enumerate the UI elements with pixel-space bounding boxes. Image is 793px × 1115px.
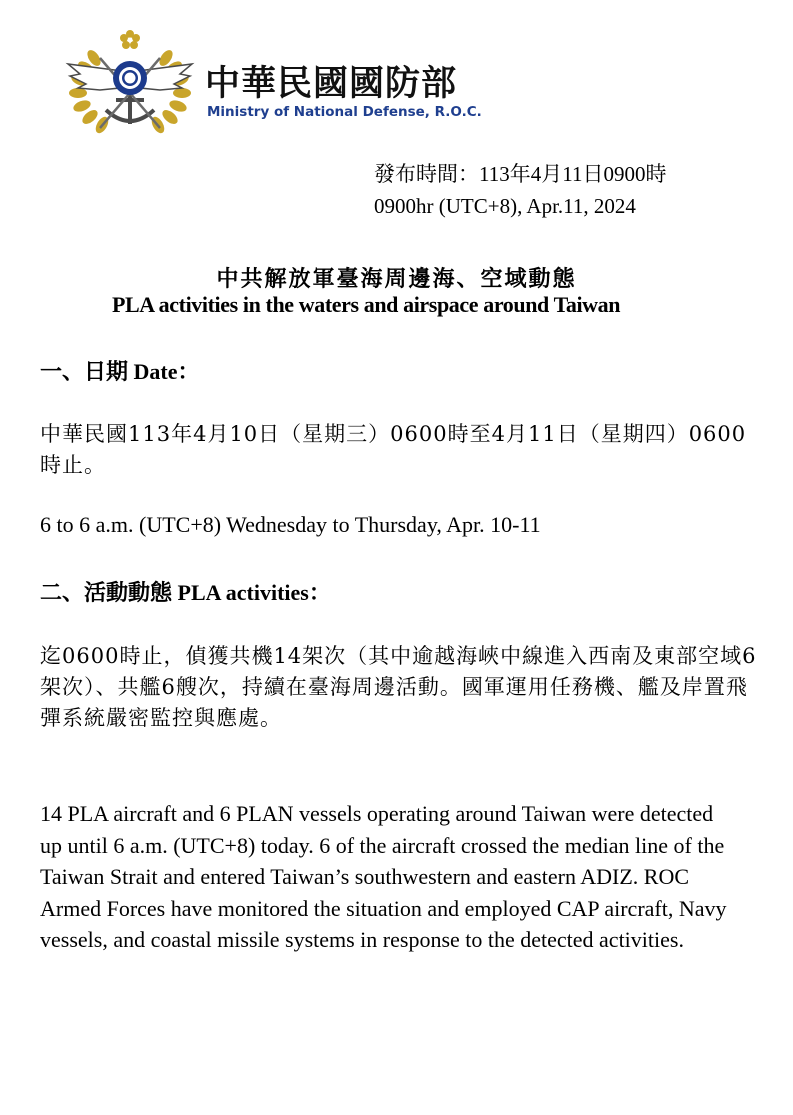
document-title-en: PLA activities in the waters and airspace around Taiwan	[112, 292, 621, 317]
release-time-zh: 發布時間：113年4月11日0900時	[374, 162, 667, 186]
section-activities-text-en: 14 PLA aircraft and 6 PLAN vessels operating around Taiwan were detected up until 6 a.m. (UTC+8) today. 6 of the aircraft crossed the median line of the Taiwan Strait and entered Taiwan’s southwestern and eastern ADIZ. ROC Armed Forces have monitored the situation and employed CAP aircraft, Navy vessels, and coastal missile systems in response to the detected activities.	[40, 801, 727, 952]
document-title-zh: 中共解放軍臺海周邊海、空域動態	[216, 266, 577, 292]
ministry-emblem-icon	[60, 28, 200, 140]
ministry-name-en: Ministry of National Defense, R.O.C.	[207, 104, 482, 120]
ministry-name-zh: 中華民國國防部	[205, 64, 458, 104]
section-activities-text-zh: 迄0600時止，偵獲共機14架次（其中逾越海峽中線進入西南及東部空域6架次）、共艦6艘次，持續在臺海周邊活動。國軍運用任務機、艦及岸置飛彈系統嚴密監控與應處。	[40, 644, 757, 730]
section-activities-heading: 二、活動動態 PLA activities：	[40, 580, 331, 605]
section-date-text-zh: 中華民國113年4月10日（星期三）0600時至4月11日（星期四）0600時止。	[40, 422, 747, 477]
release-time-en: 0900hr (UTC+8), Apr.11, 2024	[374, 194, 636, 218]
release-time	[374, 158, 666, 222]
section-date-text-en: 6 to 6 a.m. (UTC+8) Wednesday to Thursday, Apr. 10-11	[40, 512, 541, 537]
section-date-heading: 一、日期 Date：	[40, 359, 200, 384]
